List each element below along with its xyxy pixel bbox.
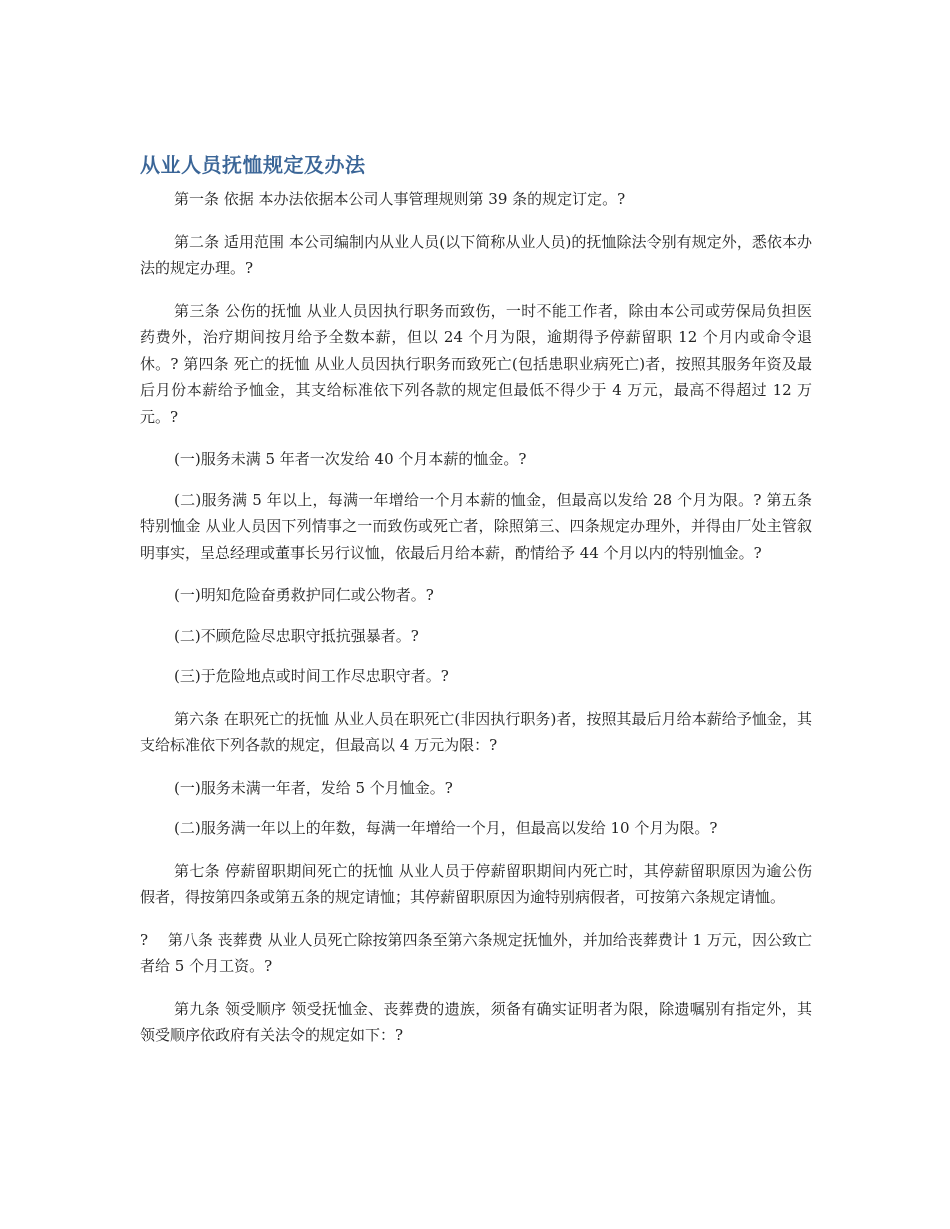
article-6-paragraph: 第六条 在职死亡的抚恤 从业人员在职死亡(非因执行职务)者，按照其最后月给本薪给予恤金，其支给标准依下列各款的规定，但最高以 4 万元为限：? xyxy=(140,709,812,754)
document-title: 从业人员抚恤规定及办法 xyxy=(140,153,366,177)
document-page xyxy=(140,150,812,1065)
article-3-4-paragraph: 第三条 公伤的抚恤 从业人员因执行职务而致伤，一时不能工作者，除由本公司或劳保局负担医药费外，治疗期间按月给予全数本薪，但以 24 个月为限，逾期得予停薪留职 12 个月内或命令退休。? 第四条 死亡的抚恤 从业人员因执行职务而致死亡(包括患职业病死亡)者，按照其服务年资及最后月份本薪给予恤金，其支给标准依下列各款的规定但最低不得少于 4 万元，最高不得超过 12 万元。? xyxy=(140,301,812,426)
article-4-item-1: (一)服务未满 5 年者一次发给 40 个月本薪的恤金。? xyxy=(174,450,527,468)
article-9-paragraph: 第九条 领受顺序 领受抚恤金、丧葬费的遗族，须备有确实证明者为限，除遗嘱别有指定外，其领受顺序依政府有关法令的规定如下：? xyxy=(140,999,812,1044)
article-6-item-2: (二)服务满一年以上的年数，每满一年增给一个月，但最高以发给 10 个月为限。? xyxy=(174,819,718,837)
article-8-paragraph: ? 第八条 丧葬费 从业人员死亡除按第四条至第六条规定抚恤外，并加给丧葬费计 1 万元，因公致亡者给 5 个月工资。? xyxy=(140,930,812,975)
article-5-item-2: (二)不顾危险尽忠职守抵抗强暴者。? xyxy=(174,626,419,645)
article-4-item-2-article-5: (二)服务满 5 年以上，每满一年增给一个月本薪的恤金，但最高以发给 28 个月为限。? 第五条 特别恤金 从业人员因下列情事之一而致伤或死亡者，除照第三、四条规定办理外，并得由厂处主管叙明事实，呈总经理或董事长另行议恤，依最后月给本薪，酌情给予 44 个月以内的特别恤金。? xyxy=(140,490,812,562)
article-7-paragraph: 第七条 停薪留职期间死亡的抚恤 从业人员于停薪留职期间内死亡时，其停薪留职原因为逾公伤假者，得按第四条或第五条的规定请恤；其停薪留职原因为逾特别病假者，可按第六条规定请恤。 xyxy=(140,861,812,906)
article-5-item-3: (三)于危险地点或时间工作尽忠职守者。? xyxy=(174,667,449,685)
article-5-item-1: (一)明知危险奋勇救护同仁或公物者。? xyxy=(174,586,434,604)
article-1-paragraph: 第一条 依据 本办法依据本公司人事管理规则第 39 条的规定订定。? xyxy=(174,190,626,208)
article-2-paragraph: 第二条 适用范围 本公司编制内从业人员(以下简称从业人员)的抚恤除法令别有规定外，悉依本办法的规定办理。? xyxy=(140,232,812,277)
article-6-item-1: (一)服务未满一年者，发给 5 个月恤金。? xyxy=(174,778,453,797)
